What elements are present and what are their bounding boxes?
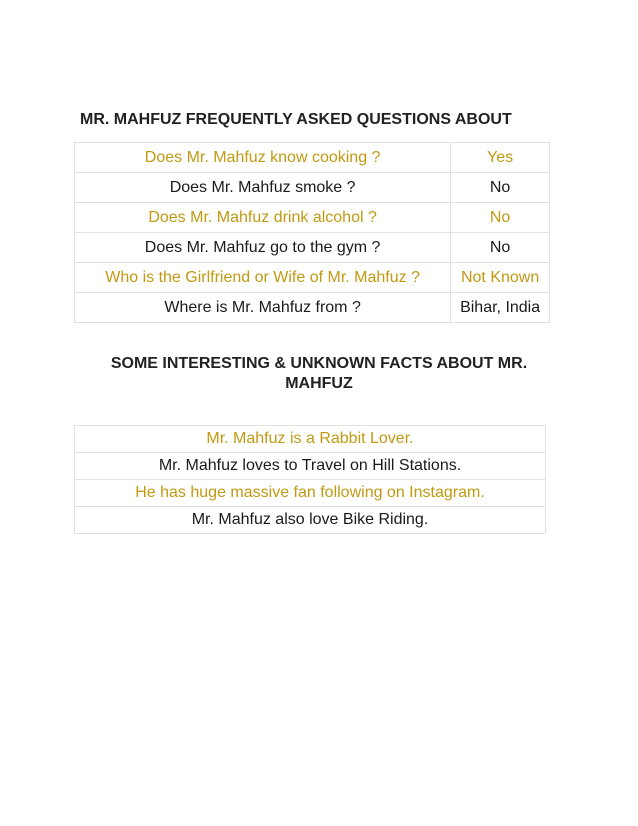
fact-item: Mr. Mahfuz is a Rabbit Lover.: [75, 426, 546, 453]
faq-answer: No: [451, 203, 550, 233]
table-row: [75, 233, 550, 263]
table-row: [75, 293, 550, 323]
faq-heading: MR. MAHFUZ FREQUENTLY ASKED QUESTIONS ABOUT: [80, 111, 512, 128]
faq-answer: Yes: [451, 143, 550, 173]
table-row: [75, 203, 550, 233]
table-row: [75, 480, 546, 507]
faq-answer: No: [451, 233, 550, 263]
faq-question: Does Mr. Mahfuz drink alcohol ?: [75, 203, 451, 233]
faq-question: Does Mr. Mahfuz go to the gym ?: [75, 233, 451, 263]
facts-heading: SOME INTERESTING & UNKNOWN FACTS ABOUT MR. MAHFUZ: [110, 355, 528, 392]
faq-answer: Bihar, India: [451, 293, 550, 323]
faq-answer: No: [451, 173, 550, 203]
table-row: [75, 263, 550, 293]
faq-table: [74, 142, 550, 323]
table-row: [75, 173, 550, 203]
fact-item: Mr. Mahfuz also love Bike Riding.: [75, 507, 546, 534]
table-row: [75, 426, 546, 453]
table-row: [75, 453, 546, 480]
table-row: [75, 507, 546, 534]
facts-table: [74, 425, 546, 534]
fact-item: Mr. Mahfuz loves to Travel on Hill Stations.: [75, 453, 546, 480]
table-row: [75, 143, 550, 173]
fact-item: He has huge massive fan following on Instagram.: [75, 480, 546, 507]
faq-question: Who is the Girlfriend or Wife of Mr. Mahfuz ?: [75, 263, 451, 293]
faq-question: Where is Mr. Mahfuz from ?: [75, 293, 451, 323]
faq-answer: Not Known: [451, 263, 550, 293]
faq-question: Does Mr. Mahfuz know cooking ?: [75, 143, 451, 173]
faq-question: Does Mr. Mahfuz smoke ?: [75, 173, 451, 203]
